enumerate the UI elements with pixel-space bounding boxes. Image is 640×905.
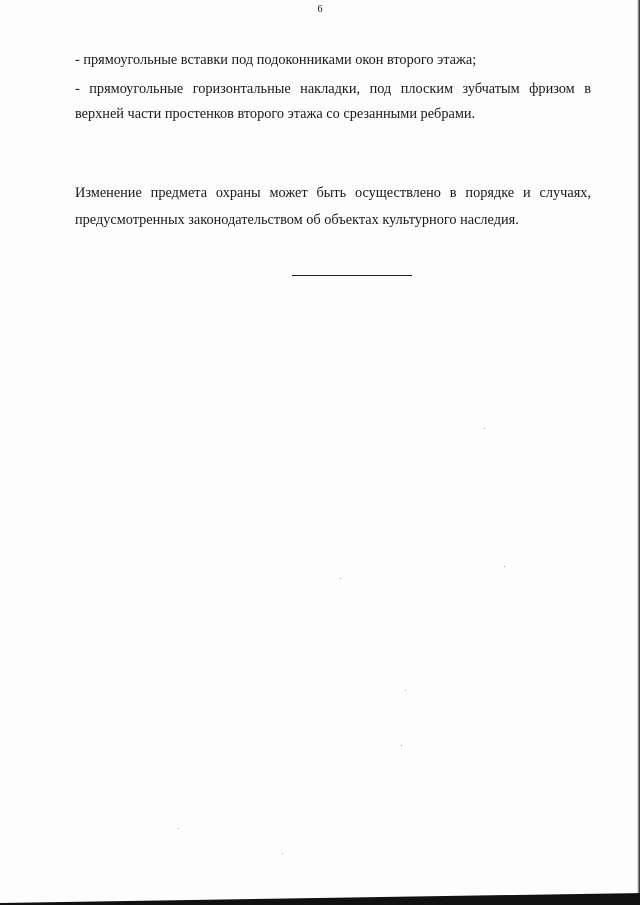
list-item: - прямоугольные горизонтальные накладки, под плоским зубчатым фризом в верхней части простенков второго этажа со срезанными ребрами. [75,81,591,122]
page-number: 6 [317,4,323,15]
scan-speck [178,828,179,829]
scan-speck [282,853,283,854]
scan-speck [340,578,341,579]
scan-border-bottom [0,883,640,905]
scan-speck [401,745,402,746]
scan-speck [484,428,485,429]
body-paragraph: Изменение предмета охраны может быть осуществлено в порядке и случаях, предусмотренных законодательством об объектах культурного наследия. [75,185,591,228]
list-item: - прямоугольные вставки под подоконниками окон второго этажа; [75,52,477,68]
scan-speck [504,566,505,567]
end-separator-line [292,275,412,276]
scan-speck [405,690,406,691]
